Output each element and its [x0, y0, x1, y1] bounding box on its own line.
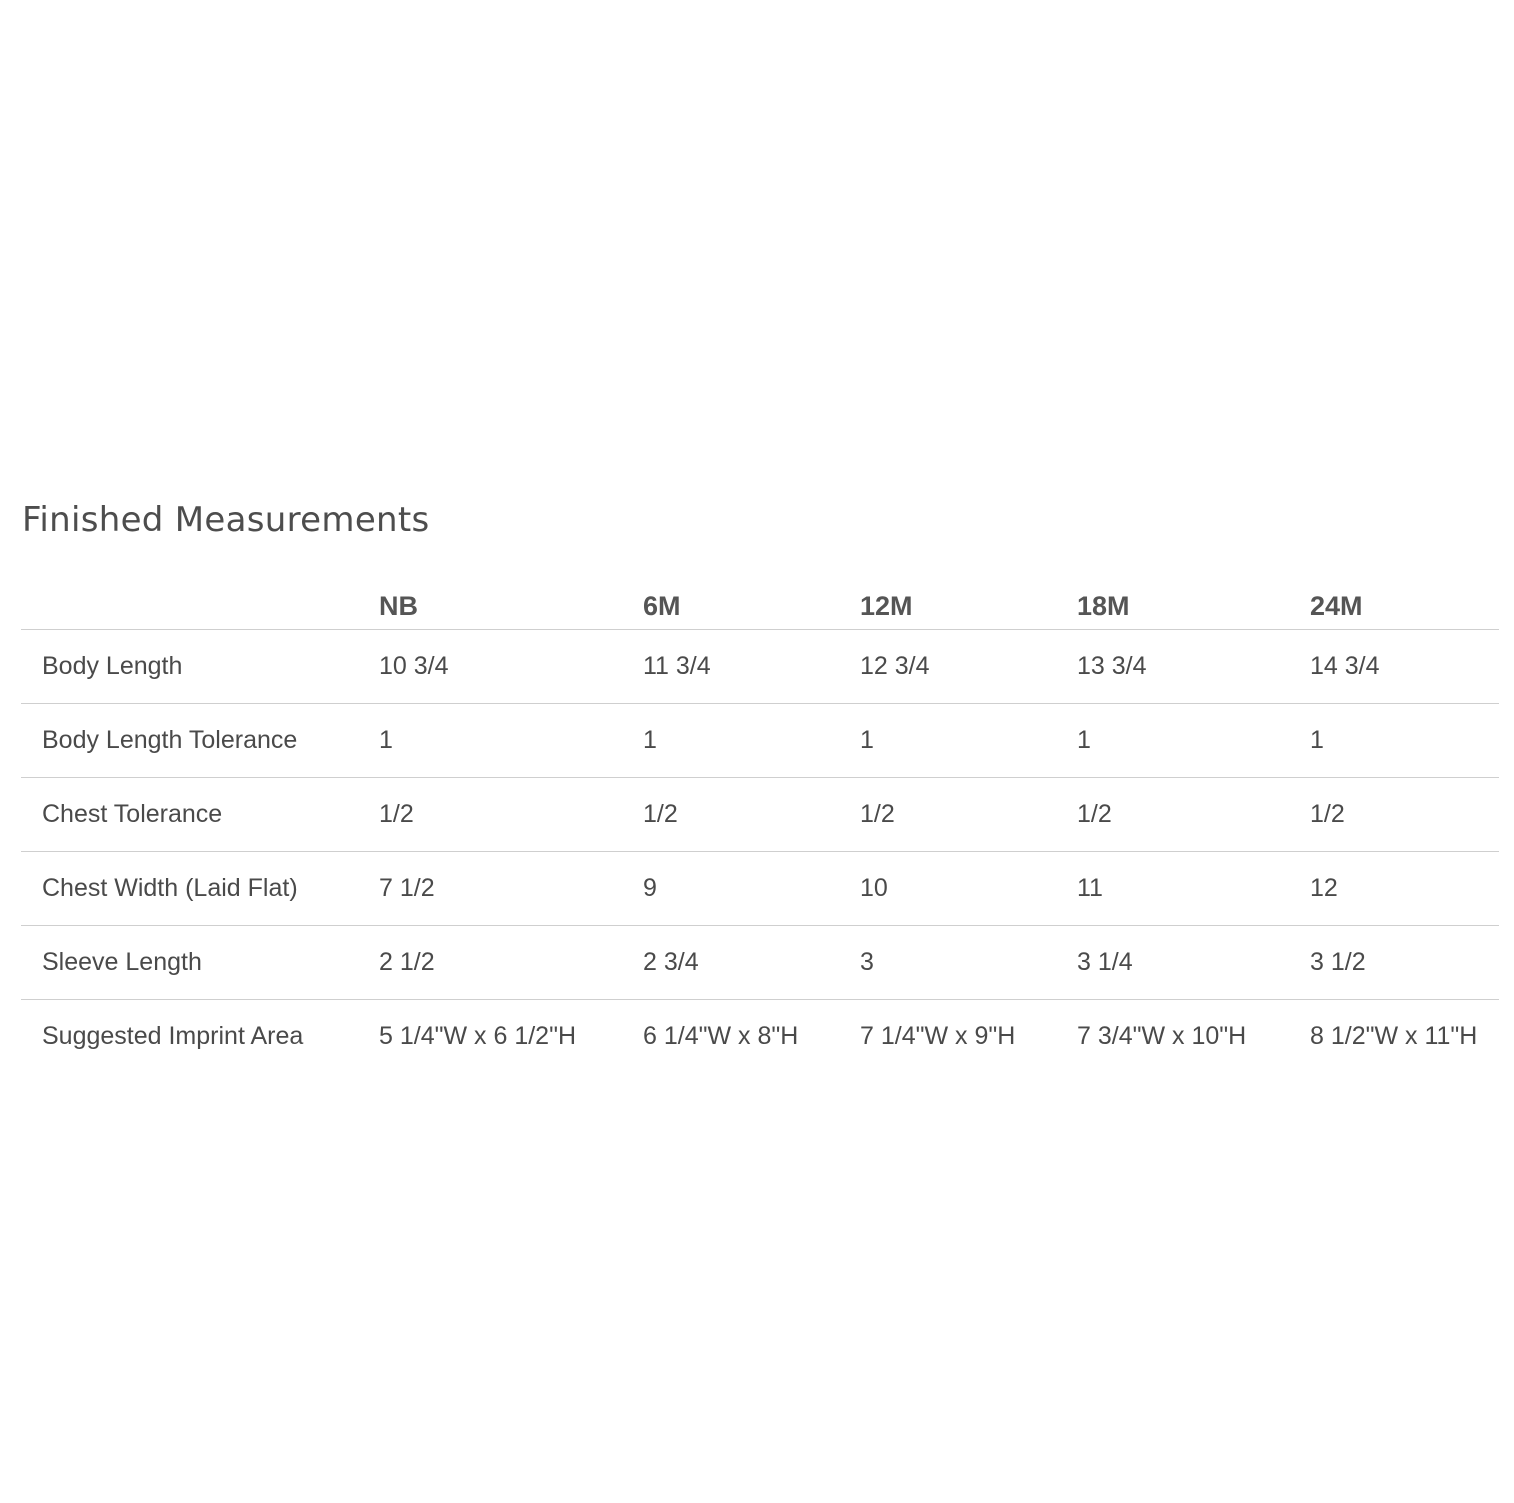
- header-corner-cell: [21, 584, 379, 630]
- table-cell: 14 3/4: [1310, 630, 1499, 704]
- table-row: [21, 1000, 1499, 1074]
- size-header-12m: 12M: [860, 584, 1077, 630]
- size-header-6m: 6M: [643, 584, 860, 630]
- table-cell: 1: [860, 704, 1077, 778]
- table-cell: 1/2: [1310, 778, 1499, 852]
- table-row: [21, 704, 1499, 778]
- table-row: [21, 778, 1499, 852]
- size-header-nb: NB: [379, 584, 643, 630]
- table-cell: 3: [860, 926, 1077, 1000]
- table-cell: 1/2: [860, 778, 1077, 852]
- table-cell: 7 1/2: [379, 852, 643, 926]
- table-row: [21, 630, 1499, 704]
- size-header-18m: 18M: [1077, 584, 1310, 630]
- table-cell: 1/2: [1077, 778, 1310, 852]
- row-label: Chest Tolerance: [21, 778, 379, 852]
- table-cell: 2 1/2: [379, 926, 643, 1000]
- table-cell: 2 3/4: [643, 926, 860, 1000]
- table-cell: 1/2: [379, 778, 643, 852]
- size-header-24m: 24M: [1310, 584, 1499, 630]
- table-cell: 8 1/2"W x 11"H: [1310, 1022, 1478, 1050]
- table-cell: 3 1/4: [1077, 926, 1310, 1000]
- table-cell: 9: [643, 852, 860, 926]
- table-cell: 7 3/4"W x 10"H: [1077, 1022, 1247, 1050]
- table-cell: 12: [1310, 852, 1499, 926]
- table-cell: 1: [643, 704, 860, 778]
- table-row: [21, 926, 1499, 1000]
- table-cell: 10 3/4: [379, 630, 643, 704]
- table-cell: 5 1/4"W x 6 1/2"H: [379, 1022, 576, 1050]
- table-row: [21, 852, 1499, 926]
- measurements-table: [21, 584, 1499, 1073]
- table-cell: 11 3/4: [643, 630, 860, 704]
- row-label: Body Length: [21, 630, 379, 704]
- section-title: Finished Measurements: [22, 500, 430, 540]
- table-cell: 12 3/4: [860, 630, 1077, 704]
- row-label: Sleeve Length: [21, 926, 379, 1000]
- table-cell: 3 1/2: [1310, 926, 1499, 1000]
- table-cell: 6 1/4"W x 8"H: [643, 1022, 799, 1050]
- table-cell: 7 1/4"W x 9"H: [860, 1022, 1016, 1050]
- table-header-row: [21, 584, 1499, 630]
- table-cell: 1/2: [643, 778, 860, 852]
- row-label: Body Length Tolerance: [21, 704, 379, 778]
- table-cell: 10: [860, 852, 1077, 926]
- row-label: Chest Width (Laid Flat): [21, 852, 379, 926]
- table-cell: 1: [379, 704, 643, 778]
- table-cell: 1: [1077, 704, 1310, 778]
- table-cell: 1: [1310, 704, 1499, 778]
- table-cell: 11: [1077, 852, 1310, 926]
- table-cell: 13 3/4: [1077, 630, 1310, 704]
- row-label: Suggested Imprint Area: [42, 1022, 304, 1050]
